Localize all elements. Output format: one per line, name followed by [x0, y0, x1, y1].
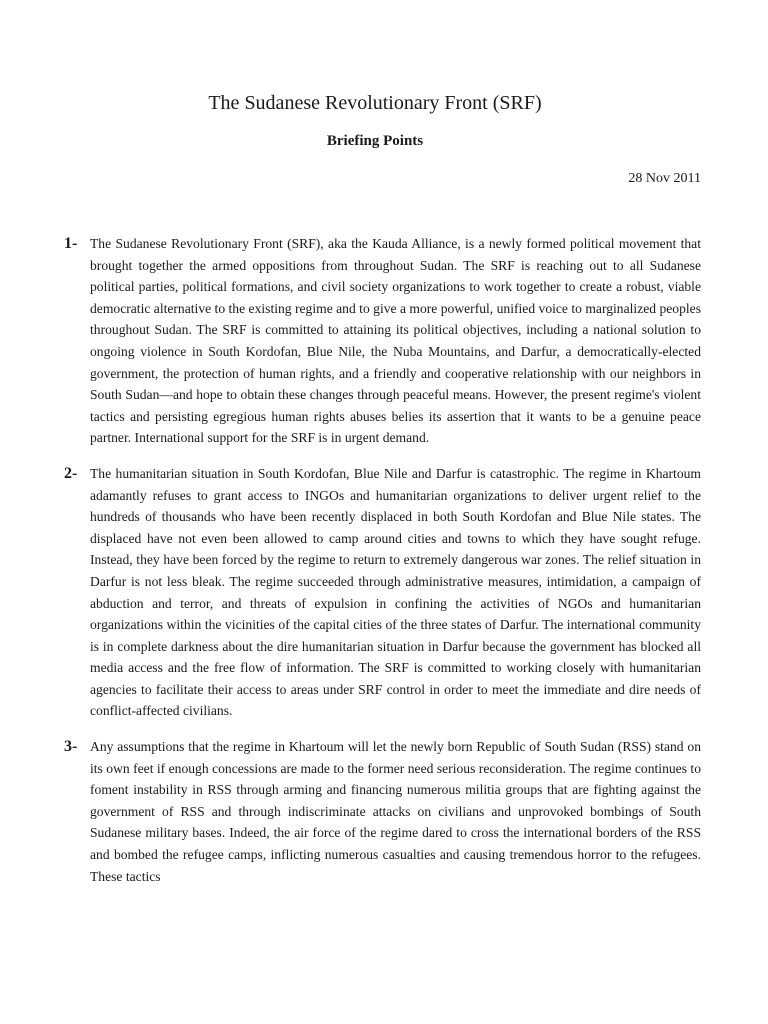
point-text: Any assumptions that the regime in Khartoum will let the newly born Republic of South Sudan (RSS) stand on its own feet if enough concessions are made to the former need serious reconsideration. The regime continues to foment instability in RSS through arming and financing numerous militia groups that are fighting against the government of RSS and through indiscriminate attacks on civilians and unprovoked bombings of South Sudanese military bases. Indeed, the air force of the regime dared to cross the international borders of the RSS and bombed the refugee camps, inflicting numerous casualties and causing tremendous horror to the refugees. These tactics — [90, 739, 701, 884]
point-number: 2- — [64, 464, 78, 482]
page-subtitle: Briefing Points — [326, 133, 424, 149]
briefing-point — [64, 463, 701, 722]
briefing-point — [64, 736, 701, 887]
point-number: 1- — [64, 235, 78, 252]
briefing-points-list — [64, 233, 701, 901]
briefing-point — [64, 233, 701, 449]
point-text: The humanitarian situation in South Kordofan, Blue Nile and Darfur is catastrophic. The regime in Khartoum adamantly refuses to grant access to INGOs and humanitarian organizations to deliver urgent relief to the hundreds of thousands who have been recently displaced in both South Kordofan and Blue Nile states. The displaced have not even been allowed to camp around cities and towns to which they have sought refuge. Instead, they have been forced by the regime to return to extremely dangerous war zones. The relief situation in Darfur is not less bleak. The regime succeeded through administrative measures, intimidation, a campaign of abduction and terror, and threats of expulsion in confining the activities of NGOs and humanitarian organizations within the vicinities of the capital cities of the three states of Darfur. The international community is in complete darkness about the dire humanitarian situation in Darfur because the government has blocked all media access and the free flow of information. The SRF is committed to working closely with humanitarian agencies to facilitate their access to areas under SRF control in order to meet the immediate and dire needs of conflict-affected civilians. — [90, 465, 701, 719]
point-text: The Sudanese Revolutionary Front (SRF), aka the Kauda Alliance, is a newly formed political movement that brought together the armed oppositions from throughout Sudan. The SRF is reaching out to all Sudanese political parties, political formations, and civil society organizations to work together to create a robust, viable democratic alternative to the existing regime and to give a more powerful, unified voice to marginalized peoples throughout Sudan. The SRF is committed to attaining its political objectives, including a national solution to ongoing violence in South Kordofan, Blue Nile, the Nuba Mountains, and Darfur, a democratically-elected government, the protection of human rights, and a friendly and cooperative relationship with our neighbors in South Sudan—and hope to obtain these changes through peaceful means. However, the present regime's violent tactics and persisting egregious human rights abuses belies its assertion that it wants to be a genuine peace partner. International support for the SRF is in urgent demand. — [90, 236, 701, 446]
point-number: 3- — [64, 738, 78, 756]
page-title: The Sudanese Revolutionary Front (SRF) — [208, 92, 542, 114]
document-date: 28 Nov 2011 — [628, 171, 701, 186]
